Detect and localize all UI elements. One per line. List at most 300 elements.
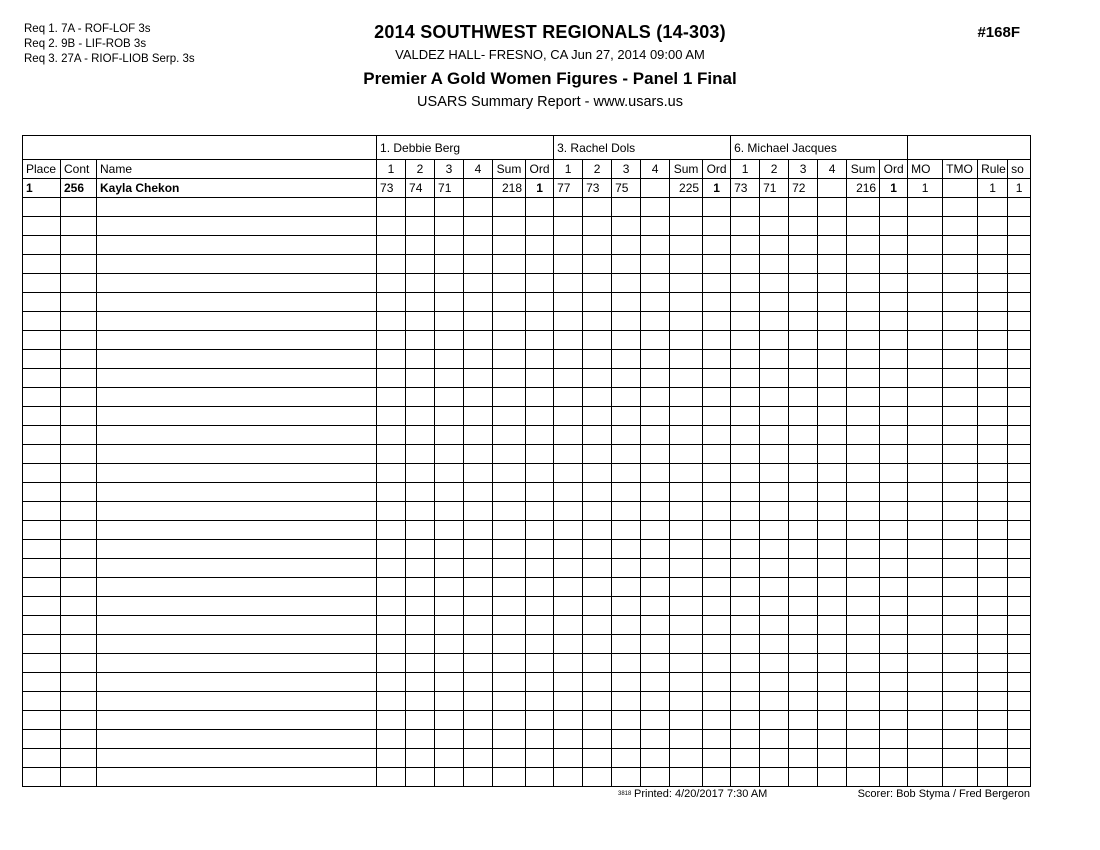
empty-cell — [943, 236, 978, 255]
empty-cell — [943, 578, 978, 597]
empty-cell — [731, 521, 760, 540]
empty-cell — [97, 293, 377, 312]
empty-cell — [526, 711, 554, 730]
empty-cell — [880, 350, 908, 369]
empty-cell — [97, 407, 377, 426]
empty-cell — [978, 559, 1008, 578]
empty-cell — [464, 635, 493, 654]
empty-cell — [377, 198, 406, 217]
empty-cell — [847, 293, 880, 312]
empty-cell — [641, 616, 670, 635]
empty-cell — [943, 502, 978, 521]
empty-cell — [377, 578, 406, 597]
empty-cell — [1008, 673, 1031, 692]
empty-cell — [703, 597, 731, 616]
empty-cell — [97, 502, 377, 521]
empty-cell — [612, 730, 641, 749]
empty-cell — [978, 388, 1008, 407]
empty-row — [23, 426, 1031, 445]
empty-row — [23, 578, 1031, 597]
empty-cell — [703, 198, 731, 217]
empty-cell — [61, 407, 97, 426]
empty-cell — [612, 407, 641, 426]
empty-cell — [97, 464, 377, 483]
empty-cell — [789, 616, 818, 635]
empty-cell — [908, 768, 943, 787]
empty-cell — [435, 578, 464, 597]
empty-cell — [406, 749, 435, 768]
judge1-sum-cell: 218 — [493, 179, 526, 198]
empty-cell — [464, 502, 493, 521]
empty-cell — [435, 274, 464, 293]
empty-cell — [583, 711, 612, 730]
empty-cell — [583, 369, 612, 388]
empty-cell — [847, 673, 880, 692]
empty-cell — [703, 312, 731, 331]
empty-cell — [612, 635, 641, 654]
judge3-ord-cell: 1 — [880, 179, 908, 198]
empty-cell — [435, 635, 464, 654]
col-header-judge1-ord: Ord — [526, 160, 554, 179]
empty-cell — [847, 312, 880, 331]
empty-cell — [377, 217, 406, 236]
empty-cell — [493, 331, 526, 350]
empty-cell — [789, 293, 818, 312]
empty-cell — [554, 236, 583, 255]
empty-cell — [1008, 711, 1031, 730]
empty-cell — [61, 198, 97, 217]
empty-cell — [731, 673, 760, 692]
empty-cell — [526, 654, 554, 673]
empty-cell — [554, 749, 583, 768]
empty-cell — [377, 711, 406, 730]
so-cell: 1 — [1008, 179, 1031, 198]
empty-cell — [493, 711, 526, 730]
empty-cell — [406, 464, 435, 483]
empty-cell — [908, 483, 943, 502]
col-header-rule: Rule — [978, 160, 1008, 179]
empty-cell — [760, 597, 789, 616]
empty-cell — [670, 445, 703, 464]
empty-cell — [97, 597, 377, 616]
empty-cell — [526, 483, 554, 502]
empty-row — [23, 654, 1031, 673]
col-header-judge2-4: 4 — [641, 160, 670, 179]
empty-cell — [23, 407, 61, 426]
empty-cell — [464, 255, 493, 274]
empty-cell — [23, 236, 61, 255]
empty-cell — [464, 768, 493, 787]
empty-cell — [1008, 559, 1031, 578]
col-header-judge2-3: 3 — [612, 160, 641, 179]
empty-cell — [847, 407, 880, 426]
empty-cell — [731, 426, 760, 445]
empty-cell — [493, 388, 526, 407]
empty-cell — [97, 331, 377, 350]
empty-cell — [1008, 730, 1031, 749]
empty-row — [23, 540, 1031, 559]
judge3-score2-cell: 71 — [760, 179, 789, 198]
empty-cell — [493, 673, 526, 692]
empty-cell — [880, 483, 908, 502]
empty-cell — [731, 255, 760, 274]
empty-cell — [377, 692, 406, 711]
empty-cell — [789, 331, 818, 350]
empty-cell — [760, 502, 789, 521]
empty-cell — [760, 407, 789, 426]
empty-cell — [818, 540, 847, 559]
empty-cell — [435, 711, 464, 730]
col-header-judge2-2: 2 — [583, 160, 612, 179]
empty-cell — [760, 635, 789, 654]
empty-cell — [789, 654, 818, 673]
empty-cell — [1008, 597, 1031, 616]
empty-cell — [583, 198, 612, 217]
empty-cell — [760, 711, 789, 730]
empty-cell — [526, 692, 554, 711]
empty-cell — [464, 407, 493, 426]
empty-cell — [908, 407, 943, 426]
empty-cell — [23, 768, 61, 787]
empty-cell — [789, 350, 818, 369]
empty-cell — [554, 616, 583, 635]
empty-cell — [789, 274, 818, 293]
empty-row — [23, 692, 1031, 711]
empty-cell — [789, 749, 818, 768]
empty-cell — [61, 445, 97, 464]
empty-cell — [978, 768, 1008, 787]
empty-cell — [406, 369, 435, 388]
empty-cell — [703, 407, 731, 426]
empty-cell — [377, 274, 406, 293]
empty-cell — [554, 198, 583, 217]
empty-cell — [23, 730, 61, 749]
empty-cell — [943, 388, 978, 407]
empty-cell — [789, 445, 818, 464]
empty-cell — [670, 217, 703, 236]
empty-row — [23, 502, 1031, 521]
empty-cell — [526, 388, 554, 407]
empty-cell — [61, 749, 97, 768]
place-cell: 1 — [23, 179, 61, 198]
empty-cell — [703, 711, 731, 730]
empty-cell — [97, 255, 377, 274]
empty-cell — [670, 502, 703, 521]
empty-cell — [612, 388, 641, 407]
empty-cell — [847, 198, 880, 217]
empty-cell — [97, 540, 377, 559]
empty-cell — [847, 578, 880, 597]
empty-cell — [978, 407, 1008, 426]
empty-cell — [493, 559, 526, 578]
empty-cell — [880, 388, 908, 407]
empty-cell — [583, 654, 612, 673]
judge2-score4-cell — [641, 179, 670, 198]
empty-cell — [978, 369, 1008, 388]
col-header-cont: Cont — [61, 160, 97, 179]
empty-cell — [731, 331, 760, 350]
empty-cell — [61, 483, 97, 502]
empty-cell — [847, 445, 880, 464]
empty-cell — [583, 255, 612, 274]
empty-cell — [61, 274, 97, 293]
empty-cell — [703, 464, 731, 483]
empty-cell — [943, 559, 978, 578]
empty-cell — [789, 673, 818, 692]
empty-cell — [880, 673, 908, 692]
empty-cell — [97, 635, 377, 654]
empty-cell — [943, 749, 978, 768]
empty-cell — [641, 673, 670, 692]
empty-cell — [583, 312, 612, 331]
empty-cell — [880, 749, 908, 768]
empty-cell — [554, 274, 583, 293]
empty-row — [23, 730, 1031, 749]
empty-cell — [1008, 369, 1031, 388]
empty-cell — [943, 654, 978, 673]
col-header-so: so — [1008, 160, 1031, 179]
empty-cell — [377, 255, 406, 274]
empty-cell — [1008, 635, 1031, 654]
empty-cell — [464, 730, 493, 749]
empty-cell — [670, 312, 703, 331]
empty-cell — [1008, 217, 1031, 236]
report-footer — [22, 788, 1030, 802]
empty-cell — [23, 445, 61, 464]
requirement-line-1: Req 1. 7A - ROF-LOF 3s — [24, 23, 151, 35]
empty-cell — [1008, 749, 1031, 768]
empty-cell — [760, 388, 789, 407]
empty-cell — [789, 559, 818, 578]
empty-row — [23, 369, 1031, 388]
empty-cell — [641, 597, 670, 616]
empty-cell — [760, 559, 789, 578]
empty-cell — [880, 635, 908, 654]
empty-cell — [493, 217, 526, 236]
empty-cell — [847, 426, 880, 445]
empty-cell — [641, 445, 670, 464]
empty-cell — [789, 236, 818, 255]
empty-cell — [554, 673, 583, 692]
empty-cell — [641, 464, 670, 483]
empty-cell — [23, 673, 61, 692]
empty-cell — [641, 198, 670, 217]
empty-cell — [612, 350, 641, 369]
judge2-score1-cell: 77 — [554, 179, 583, 198]
empty-cell — [880, 654, 908, 673]
empty-cell — [612, 749, 641, 768]
empty-cell — [847, 274, 880, 293]
empty-row — [23, 198, 1031, 217]
empty-row — [23, 350, 1031, 369]
empty-cell — [789, 521, 818, 540]
empty-cell — [731, 616, 760, 635]
empty-cell — [23, 483, 61, 502]
col-header-judge1-2: 2 — [406, 160, 435, 179]
empty-cell — [760, 274, 789, 293]
empty-cell — [641, 540, 670, 559]
empty-cell — [406, 293, 435, 312]
empty-cell — [23, 388, 61, 407]
empty-cell — [818, 749, 847, 768]
empty-cell — [641, 692, 670, 711]
empty-cell — [97, 654, 377, 673]
empty-cell — [493, 502, 526, 521]
empty-cell — [670, 616, 703, 635]
empty-cell — [641, 559, 670, 578]
empty-cell — [670, 255, 703, 274]
empty-cell — [526, 540, 554, 559]
empty-cell — [1008, 426, 1031, 445]
empty-cell — [880, 274, 908, 293]
empty-cell — [641, 312, 670, 331]
empty-cell — [943, 217, 978, 236]
empty-row — [23, 407, 1031, 426]
empty-cell — [880, 711, 908, 730]
empty-cell — [908, 673, 943, 692]
empty-cell — [464, 483, 493, 502]
empty-cell — [554, 635, 583, 654]
empty-cell — [703, 673, 731, 692]
empty-row — [23, 293, 1031, 312]
empty-cell — [1008, 483, 1031, 502]
empty-cell — [406, 502, 435, 521]
judge-row-right-spacer — [908, 136, 1031, 160]
empty-cell — [789, 635, 818, 654]
empty-cell — [61, 236, 97, 255]
tmo-cell — [943, 179, 978, 198]
empty-cell — [583, 597, 612, 616]
empty-row — [23, 768, 1031, 787]
empty-cell — [880, 464, 908, 483]
empty-cell — [789, 369, 818, 388]
empty-cell — [493, 578, 526, 597]
cont-cell: 256 — [61, 179, 97, 198]
empty-cell — [464, 198, 493, 217]
empty-cell — [908, 521, 943, 540]
empty-cell — [908, 217, 943, 236]
empty-cell — [435, 673, 464, 692]
empty-cell — [880, 445, 908, 464]
empty-cell — [526, 217, 554, 236]
judge-header-1: 1. Debbie Berg — [377, 136, 554, 160]
empty-cell — [583, 540, 612, 559]
empty-cell — [526, 255, 554, 274]
empty-cell — [703, 274, 731, 293]
empty-cell — [731, 407, 760, 426]
empty-cell — [943, 711, 978, 730]
col-header-judge3-4: 4 — [818, 160, 847, 179]
empty-cell — [97, 711, 377, 730]
empty-cell — [406, 217, 435, 236]
empty-cell — [703, 730, 731, 749]
empty-cell — [847, 768, 880, 787]
empty-cell — [554, 502, 583, 521]
empty-cell — [23, 521, 61, 540]
empty-cell — [818, 578, 847, 597]
empty-cell — [670, 464, 703, 483]
requirement-line-2: Req 2. 9B - LIF-ROB 3s — [24, 38, 147, 50]
empty-cell — [641, 502, 670, 521]
empty-cell — [978, 255, 1008, 274]
empty-cell — [493, 426, 526, 445]
empty-cell — [760, 426, 789, 445]
empty-cell — [493, 540, 526, 559]
empty-cell — [464, 350, 493, 369]
empty-cell — [612, 217, 641, 236]
empty-cell — [943, 312, 978, 331]
empty-cell — [23, 350, 61, 369]
col-header-judge3-1: 1 — [731, 160, 760, 179]
empty-cell — [908, 331, 943, 350]
empty-cell — [493, 236, 526, 255]
empty-cell — [583, 350, 612, 369]
empty-cell — [731, 540, 760, 559]
empty-cell — [612, 293, 641, 312]
empty-cell — [554, 445, 583, 464]
empty-cell — [731, 654, 760, 673]
empty-cell — [435, 768, 464, 787]
empty-cell — [731, 635, 760, 654]
empty-cell — [464, 521, 493, 540]
col-header-judge2-sum: Sum — [670, 160, 703, 179]
empty-cell — [760, 331, 789, 350]
empty-cell — [908, 730, 943, 749]
empty-cell — [978, 692, 1008, 711]
empty-cell — [880, 502, 908, 521]
empty-cell — [641, 578, 670, 597]
empty-cell — [789, 483, 818, 502]
empty-cell — [583, 730, 612, 749]
empty-cell — [670, 331, 703, 350]
empty-cell — [406, 692, 435, 711]
empty-row — [23, 597, 1031, 616]
empty-cell — [493, 749, 526, 768]
empty-cell — [23, 616, 61, 635]
empty-cell — [493, 616, 526, 635]
empty-cell — [943, 673, 978, 692]
empty-cell — [818, 236, 847, 255]
empty-cell — [818, 331, 847, 350]
empty-cell — [554, 407, 583, 426]
empty-cell — [377, 312, 406, 331]
empty-cell — [731, 578, 760, 597]
empty-cell — [1008, 331, 1031, 350]
empty-cell — [377, 597, 406, 616]
empty-cell — [847, 483, 880, 502]
empty-cell — [847, 692, 880, 711]
col-header-tmo: TMO — [943, 160, 978, 179]
empty-cell — [464, 312, 493, 331]
empty-cell — [670, 521, 703, 540]
empty-cell — [464, 597, 493, 616]
empty-cell — [641, 407, 670, 426]
empty-cell — [23, 692, 61, 711]
empty-cell — [760, 749, 789, 768]
empty-cell — [583, 616, 612, 635]
empty-cell — [612, 521, 641, 540]
empty-cell — [760, 730, 789, 749]
empty-cell — [760, 521, 789, 540]
empty-cell — [978, 445, 1008, 464]
empty-cell — [943, 426, 978, 445]
empty-cell — [818, 407, 847, 426]
empty-cell — [760, 236, 789, 255]
col-header-place: Place — [23, 160, 61, 179]
empty-cell — [97, 388, 377, 407]
empty-cell — [583, 274, 612, 293]
empty-cell — [943, 407, 978, 426]
